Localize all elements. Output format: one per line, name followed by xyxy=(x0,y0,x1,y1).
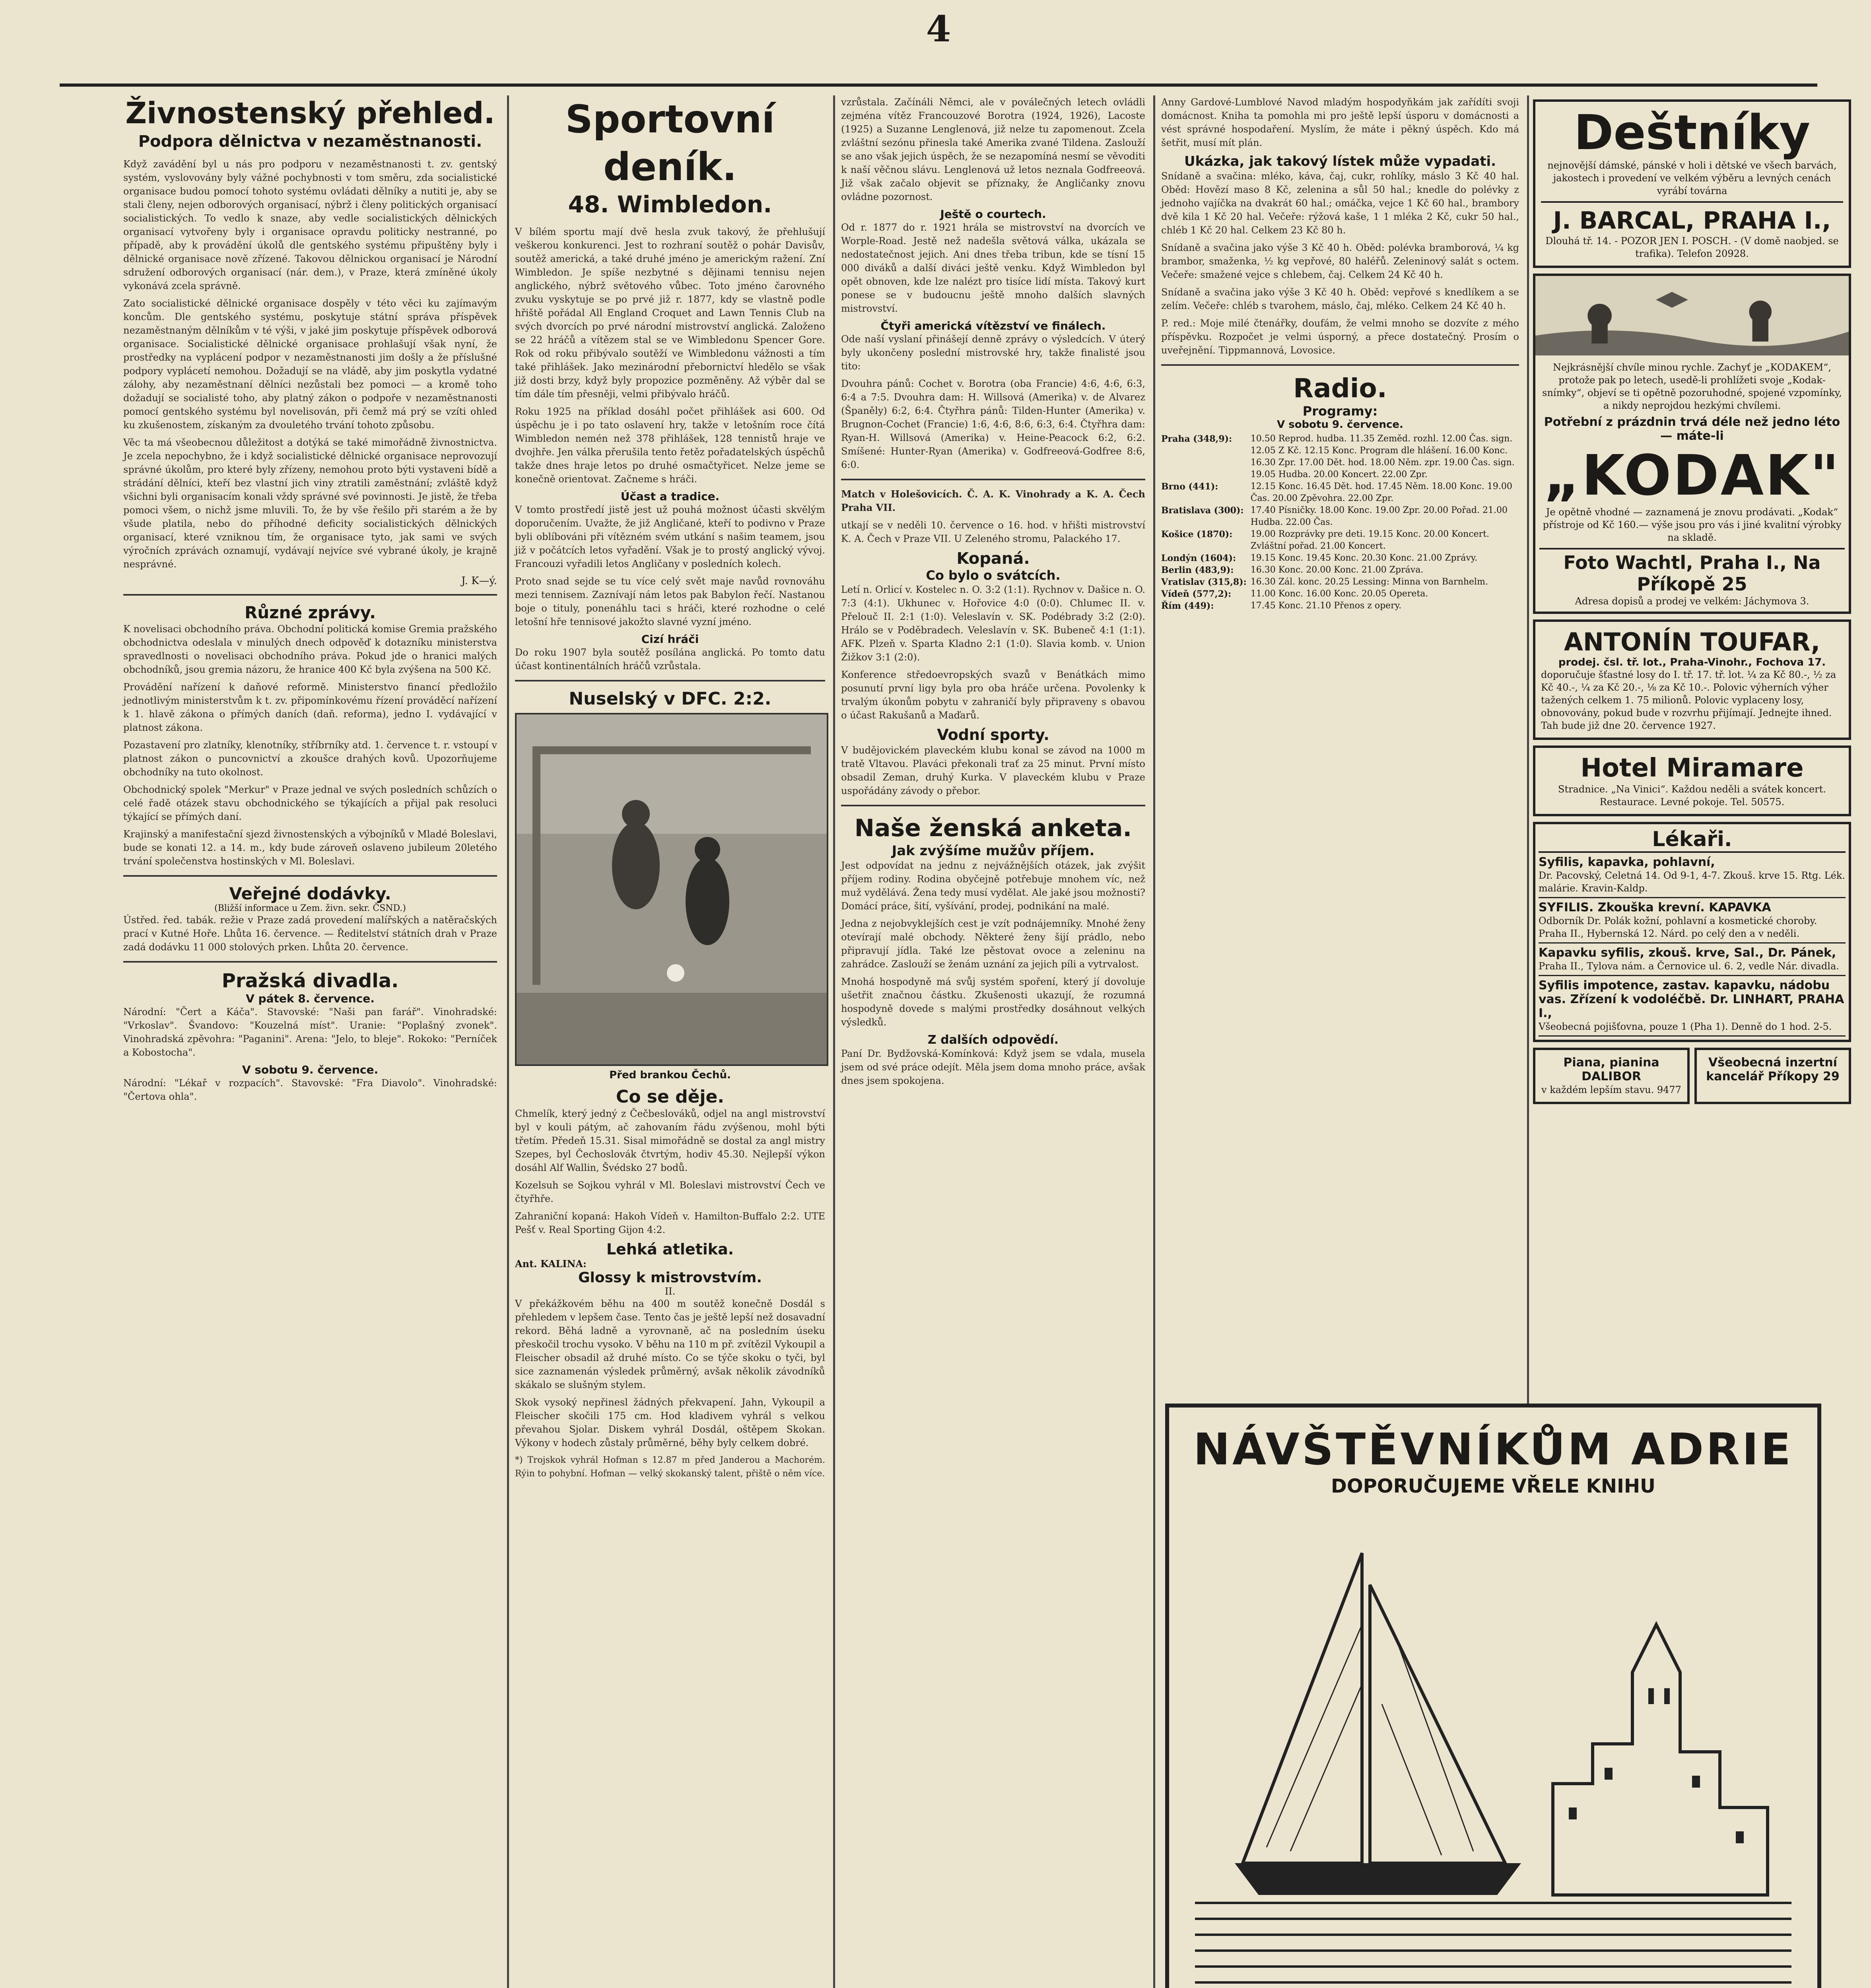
photo-caption: Před brankou Čechů. xyxy=(609,1069,731,1081)
article-paragraph: Zahraniční kopaná: Hakoh Vídeň v. Hamilton-Buffalo 2:2. UTE Pešť v. Real Sporting Gijon 4:2. xyxy=(515,1211,825,1235)
article-paragraph: vzrůstala. Začínáli Němci, ale v poválečných letech ovládli zejména vítěz Francouzové Borotra (1924, 1926), Lacoste (1925) a Suzanne Lenglenová, již nelze tu zapomenout. Zcela zvláštní sezónu přinesla také Amerika zvané Tildena. Zaslouží se ano však jejich úspěch, že se nezapomíná nesmí se věvoditi k naší věčnou slávu. Lenglenová už letos neznala Godfreeová. Již však začalo objevit se příznaky, že Angličanky znovu ovládne pozornost. xyxy=(841,97,1145,202)
doctor-ad xyxy=(1539,976,1846,1037)
section-title: Co se děje. xyxy=(616,1087,725,1107)
ad-text: Nejkrásnější chvíle minou rychle. Zachyť je „KODAKEM“, protože pak po letech, usedě-li prohlížeti svoje „Kodak-snímky“, objeví se ti opětně pozoruhodné, spojené vzpomínky, a nikdy neprojdou hezkými chvílemi. xyxy=(1542,362,1842,411)
section-masthead: Živnostenský přehled. xyxy=(125,96,495,130)
divider xyxy=(1541,201,1843,203)
radio-program-row xyxy=(1161,505,1519,528)
ad-title: Hotel Miramare xyxy=(1580,753,1804,783)
ad-title: NÁVŠTĚVNÍKŮM ADRIE xyxy=(1193,1424,1793,1475)
article-paragraph: Obchodnický spolek "Merkur" v Praze jednal ve svých posledních schůzích o celé řadě otázek stavu obchodnického se týkajících a přijal pak resoluci týkající se přímých daní. xyxy=(123,784,497,822)
doctor-ad xyxy=(1539,898,1846,944)
article-paragraph: V tomto prostředí jistě jest už pouhá možnost účasti skvělým doporučením. Uvažte, že již Angličané, kteří to podivno v Praze byli oblíbováni při vítězném svém utkání s našim teamem, jsou již v počátcích letos vyřadění. Však je to prostý anglický vývoj. Francouzi vyřadili letos Angličany v posledních kolech. xyxy=(515,504,825,569)
doctor-ad-heading: Syfilis, kapavka, pohlavní, xyxy=(1539,855,1715,869)
ad-text: v každém lepším stavu. 9477 xyxy=(1541,1084,1681,1095)
radio-program-table xyxy=(1161,433,1519,612)
photo-image xyxy=(517,714,827,1064)
radio-program-row xyxy=(1161,552,1519,564)
column-zivnostensky xyxy=(119,95,501,1988)
article-paragraph: Anny Gardové-Lumblové Navod mladým hospodyňkám jak zařídíti svoji domácnost. Kniha ta pomohla mi pro ještě lepší úsporu v domácnosti a vést správné hospodaření. Myslím, že máte i pěkný úspěch. Kdo má šetřit, musí mít plán. xyxy=(1161,97,1519,148)
ad-title: Všeobecná inzertní kancelář Příkopy 29 xyxy=(1706,1056,1840,1083)
section-title: Různé zprávy. xyxy=(244,603,376,622)
article-paragraph: Snídaně a svačina jako výše 3 Kč 40 h. Oběd: polévka bramborová, ¼ kg brambor, smaženka, ½ kg vepřové, 80 haléřů. Zeleninový salát s octem. Večeře: smažené vejce s chlebem, čaj. Celkem 24 Kč 40 h. xyxy=(1161,242,1519,280)
article-paragraph: Zato socialistické dělnické organisace dospěly v této věci ku zajímavým koncům. Dle gentského systému, poskytuje státní správa příspěvek nezaměstnaným dělníkům v té výši, v jaké jim poskytuje příspěvek odborová organisace. Socialistické dělnické organisace prohlašují však nyní, že prostředky na vyplácení podpor v nezaměstnanosti jim došly a že příslušné podpory vyplácetí nemohou. Dožadují se na vládě, aby jim poskytla vydatné zálohy, aby nezaměstnaní dělníci nezůstali bez pomoci — a kromě toho dožadují se socialisté toho, aby platný zákon o podpoře v nezaměstnanosti pomocí gentského systému byl novelisován, při čemž má prý se vzíti ohled ku zkušenostem, získaným za dvouletého trvání tohoto způsobu. xyxy=(123,298,497,431)
theatre-listing: Národní: "Čert a Káča". Stavovské: "Naši pan farář". Vinohradské: "Vrkoslav". Švandovo: "Kouzelná míst". Uranie: "Poplašný zvonek". Vinohradská zpěvohra: "Paganini". Arena: "Jelo, to bleje". Rokoko: "Perníček a Kobostocha". xyxy=(123,1006,497,1058)
divider xyxy=(841,479,1145,480)
radio-schedule: 19.00 Rozprávky pre deti. 19.15 Konc. 20.00 Koncert. Zvláštní pořad. 21.00 Koncert. xyxy=(1250,529,1490,551)
radio-programs-label: Programy: xyxy=(1302,404,1378,419)
section-masthead: Radio. xyxy=(1293,373,1387,404)
section-title: Kopaná. xyxy=(956,549,1030,568)
footnote: *) Trojskok vyhrál Hofman s 12.87 m před Janderou a Machorém. Rýin to pohybní. Hofman — velký skokanský talent, přiště o něm více. xyxy=(515,1455,825,1479)
article-paragraph: Chmelík, který jedný z Čečbeslováků, odjel na angl mistrovství byl v kouli pátým, ač zahovaním řádu zvýšenou, mohl býti třetím. Předeň 15.31. Sisal mimořádně se dostal za angl mistry Szepes, byl Čechoslovák čtvrtým, hodiv 45.30. Nejlepší výkon dosáhl Alf Wallin, Švédsko 27 bodů. xyxy=(515,1108,825,1173)
radio-schedule: 10.50 Reprod. hudba. 11.35 Zeměd. rozhl. 12.00 Čas. sign. 12.05 Z Kč. 12.15 Konc. Program dle hlášení. 16.00 Konc. 16.30 Zpr. 17.00 Dět. hod. 18.00 Něm. zpr. 19.00 Čas. sign. 19.05 Hudba. 20.00 Koncert. 22.00 Zpr. xyxy=(1250,434,1515,480)
ad-lekari xyxy=(1533,822,1851,1042)
radio-station: Bratislava (300): xyxy=(1161,505,1244,516)
theatre-listing: Národní: "Lékař v rozpacích". Stavovské: "Fra Diavolo". Vinohradské: "Čertova ohla". xyxy=(123,1077,497,1102)
article-paragraph: Snídaně a svačina: mléko, káva, čaj, cukr, rohlíky, máslo 3 Kč 40 hal. Oběd: Hovězí maso 8 Kč, zelenina a sůl 50 hal.; knedle do polévky z jednoho vajíčka na dvakrát 60 hal.; omáčka, vejce 1 Kč 60 hal., brambory dvě kila 1 Kč 20 hal. Večeře: rýžová kaše, 1 1 mléka 2 Kč, cukr 50 hal., chléb 1 Kč 20 hal. Celkem 23 Kč 80 h. xyxy=(1161,171,1519,236)
radio-program-row xyxy=(1161,576,1519,588)
radio-program-row xyxy=(1161,481,1519,505)
photo-title: Nuselský v DFC. 2:2. xyxy=(569,689,771,709)
article-paragraph: Paní Dr. Bydžovská-Komínková: Když jsem se vdala, musela jsem od své práce odejít. Měla jsem doma mnoho práce, avšak dnes jsem spokojena. xyxy=(841,1048,1145,1086)
section-masthead: Naše ženská anketa. xyxy=(854,814,1132,842)
radio-schedule: 12.15 Konc. 16.45 Dět. hod. 17.45 Něm. 18.00 Konc. 19.00 Čas. 20.00 Zpěvohra. 22.00 Zpr. xyxy=(1250,481,1512,503)
article-paragraph: V překážkovém běhu na 400 m soutěž konečně Dosdál s přehledem v lepšem čase. Tento čas je ještě lepší než dosavadní rekord. Běhá ladně a vyrovnaně, ač na posledním úseku přeskočil trochu vysoko. V běhu na 110 m př. zvítězil Vykoupil a Fleischer obsadil až druhé místo. Co se týče skoku o tyči, byl sice zaznamenán výsledek průměrný, avšak několik závodníků skákalo se slušným stylem. xyxy=(515,1298,825,1390)
radio-station: Košice (1870): xyxy=(1161,529,1233,540)
radio-program-row xyxy=(1161,433,1519,481)
ad-text: doporučuje šťastné losy do I. tř. 17. tř. lot. ¼ za Kč 80.-, ½ za Kč 40.-, ¼ za Kč 20.-, ⅛ za Kč 10.-. Polovic výherních výher tažených celkem 1. 75 milionů. Polovic vyplaceny losy, obnovovány, pokud bude v rozvrhu přijímají. Jednejte ihned. Tah bude již dne 20. července 1927. xyxy=(1541,669,1836,731)
article-paragraph: Věc ta má všeobecnou důležitost a dotýká se také mimořádně živnostnictva. Je zcela nepochybno, že i když socialistické dělnické organisace neprovozují správné úkolům, pro které byly zřízeny, nemohou proto býti vystaveni bídě a strádání dělníci, kteří bez vlastní jich viny ztratili zaměstnání; zvláště když všichni byli organisacím konali vždy správné své povinnosti. Je jistě, že třeba pomoci všem, o nichž jsme mluvili. To, že by vše řešilo při starém a že by všude platila, nebo do příhodné deficity socialistických dělnických organisací, které vzniknou tím, že organisace tyto, jak sami ve svých výročních zprávách oznamují, vydávají nejvíce své vybrané úkoly, je krajně nesprávné. xyxy=(123,437,497,570)
radio-program-row xyxy=(1161,528,1519,552)
article-paragraph: Konference středoevropských svazů v Benátkách mimo posunutí první ligy byla pro oba hráče určena. Povolenky k trvalým úkonům pobytu v zahraničí byly připraveny s obavou o účast Rakušanů a Maďarů. xyxy=(841,669,1145,721)
doctor-ad xyxy=(1539,853,1846,898)
article-signature: J. K—ý. xyxy=(461,575,497,587)
radio-station: Londýn (1604): xyxy=(1161,553,1236,563)
section-masthead: Sportovní deník. xyxy=(565,97,775,189)
radio-station: Praha (348,9): xyxy=(1161,434,1232,444)
column-divider xyxy=(833,95,835,1988)
article-subhead: Cizí hráči xyxy=(641,633,699,646)
results-list: Dvouhra pánů: Cochet v. Borotra (oba Francie) 4:6, 4:6, 6:3, 6:4 a 7:5. Dvouhra dam: H. Willsová (Amerika) v. de Alvarez (Španěly) 6:2, 6:4. Čtyřhra pánů: Tilden-Hunter (Amerika) v. Brugnon-Cochet (Francie) 1:6, 4:6, 8:6, 6:3, 6:4. Čtyřhra dam: Ryan-H. Willsová (Amerika) v. Heine-Peacock 6:2, 6:2. Smíšené: Hunter-Ryan (Amerika) v. Godfreeová-Godfree 8:6, 6:0. xyxy=(841,378,1145,470)
article-subhead: Glossy k mistrovstvím. xyxy=(578,1270,762,1286)
article-paragraph: V bílém sportu mají dvě hesla zvuk takový, že přehlušují veškerou konkurenci. Jest to rozhraní soutěž o pohár Davisův, soutěž americká, a také druhé jméno je americkým ražení. Zní Wimbledon. Je spíše nezbytné s dějinami tennisu nejen anglického, nýbrž světového vůbec. Toto jméno čarovného zvuku vyskytuje se po prvé již r. 1877, kdy se vlastně podle hřiště pořádal All England Croquet and Lawn Tennis Club na svých dvorcích po prvé národní mistrovství anglická. Založeno se 22 hráčů a vítězem stal se ve Wimbledonu Spencer Gore. Rok od roku přibývalo soutěží ve Wimbledonu vážnosti a tím také přihlášek. Jako mezinárodní přebornictví hledělo se však již dosti brzy, když byly propozice pozměněny. Až výběr dal se tím dále tím přesněji, velmi přibývalo hráčů. xyxy=(515,226,825,400)
ad-tagline: Potřební z prázdnin trvá déle než jedno léto — máte-li xyxy=(1544,415,1840,443)
ad-barcal xyxy=(1533,99,1851,268)
radio-day: V sobotu 9. července. xyxy=(1277,419,1403,431)
article-subhead: Ještě o courtech. xyxy=(940,208,1046,221)
ad-title: Deštníky xyxy=(1574,105,1811,161)
article-subhead: Čtyři americká vítězství ve finálech. xyxy=(880,319,1106,332)
ad-title: Lékaři. xyxy=(1539,827,1846,853)
doctor-ad-heading: Kapavku syfilis, zkouš. krve, Sal., Dr. Pánek, xyxy=(1539,946,1836,960)
article-paragraph: Do roku 1907 byla soutěž posílána anglická. Po tomto datu účast kontinentálních hráčů vzrůstala. xyxy=(515,647,825,672)
section-title: Pražská divadla. xyxy=(221,970,399,992)
doctor-ad-text: Praha II., Tylova nám. a Černovice ul. 6. 2, vedle Nár. divadla. xyxy=(1539,961,1839,972)
article-subhead: Co bylo o svátcích. xyxy=(926,568,1061,583)
radio-station: Berlin (483,9): xyxy=(1161,565,1234,575)
doctor-ad-heading: SYFILIS. Zkouška krevní. KAPAVKA xyxy=(1539,901,1771,914)
article-paragraph: Provádění nařízení k daňové reformě. Ministerstvo financí předložilo jednotlivým ministerstvům k t. zv. připomínkovému řízení prováděcí nařízení k 1. hlavě zákona o přímých daních (daň. reforma), jedno I. vydávající v platnost zákona. xyxy=(123,681,497,733)
column-sport xyxy=(511,95,829,1988)
ad-row xyxy=(1533,1048,1851,1110)
article-author: Ant. KALINA: xyxy=(515,1258,587,1270)
doctor-ad xyxy=(1539,944,1846,976)
sailboat-illustration xyxy=(1195,1505,1791,1988)
column-ads xyxy=(1533,99,1851,1411)
ad-toufar xyxy=(1533,619,1851,740)
divider xyxy=(123,961,497,963)
column-anketa-radio xyxy=(1157,95,1523,1408)
radio-station: Brno (441): xyxy=(1161,481,1218,492)
article-paragraph: Jest odpovídat na jednu z nejvážnějších otázek, jak zvýšit příjem rodiny. Rodina obyčejně potřebuje mnohem víc, než muž vydělává. Žena tedy musí vydělat. Ale jaké jsou možnosti? Domácí práce, šití, vyšívání, prodej, podnikání na malé. xyxy=(841,860,1145,912)
ad-company: ANTONÍN TOUFAR, xyxy=(1564,627,1820,656)
theatre-day: V sobotu 9. července. xyxy=(242,1063,379,1076)
radio-program-row xyxy=(1161,564,1519,576)
radio-schedule: 17.45 Konc. 21.10 Přenos z opery. xyxy=(1250,601,1402,611)
radio-schedule: 16.30 Konc. 20.00 Konc. 21.00 Zpráva. xyxy=(1250,565,1424,575)
article-paragraph: Pozastavení pro zlatníky, klenotníky, stříbrníky atd. 1. července t. r. vstoupí v platnost zákon o puncovnictví a zkoušce drahých kovů. Upozorňujeme obchodníky na tuto okolnost. xyxy=(123,740,497,778)
doctor-ad-heading: Syfilis impotence, zastav. kapavku, nádobu vas. Zřízení k vodoléčbě. Dr. LINHART, PRAHA I., xyxy=(1539,978,1844,1020)
article-paragraph: Snídaně a svačina jako výše 3 Kč 40 h. Oběd: vepřové s knedlíkem a se zelím. Večeře: chléb s tvarohem, máslo, čaj, mléko. Celkem 24 Kč 40 h. xyxy=(1161,287,1519,311)
column-divider xyxy=(1527,95,1529,1408)
article-paragraph: Roku 1925 na příklad dosáhl počet přihlášek asi 600. Od úspěchu je i po tato oslavení hry, takže v letošním roce čítá Wimbledon nemén než 378 přihlášek, 128 tennistů hraje ve dvojhře. Jen válka přerušila tento řetěz pořadatelských úspěchů takže dnes hraje letos po druhé osmačtyřicet. Nelze jeme se konečně orientovat. Začneme s hráči. xyxy=(515,406,825,485)
kodak-illustration xyxy=(1535,276,1849,355)
doctor-ad-text: Všeobecná pojišťovna, pouze 1 (Pha 1). Denně do 1 hod. 2-5. xyxy=(1539,1021,1832,1032)
kodak-brand: „KODAK" xyxy=(1543,443,1841,508)
article-subhead: Ukázka, jak takový lístek může vypadati. xyxy=(1184,153,1496,169)
results-list: Letí n. Orlicí v. Kostelec n. O. 3:2 (1:1). Rychnov v. Dašice n. O. 7:3 (4:1). Ukhunec v. Hořovice 4:0 (0:0). Chlumec II. v. Přelouč II. 2:1 (1:0). Veleslavín v. SK. Podébrady 3:2 (2:0). Hrálo se v Poděbradech. Veleslavín v. SK. Bubeneč 4:1 (1:1). AFK. Plzeň v. Sparta Kladno 2:1 (1:0). Slavia komb. v. Union Žižkov 3:1 (2:0). xyxy=(841,584,1145,663)
article-paragraph: Když zavádění byl u nás pro podporu v nezaměstnanosti t. zv. gentský systém, vyslovovány byly vážné pochybnosti v tom směru, zda socialistické organisace budou pomocí tohoto systému ovládati dělníky a nutiti je, aby se stali členy, nejen odborových organisací, nýbrž i členy politických organisací socialistických. To vedlo k snaze, aby vedle socialistických dělnických organisací vytvořeny byly i organisace opravdu politicky nestranné, po případě, aby k provádění úkolů dle gentského systému připuštěny byly i dělnické organisace nově zřízené. Takovou dělnickou organisací je Národní sdružení odborových organisací (nár. dem.), v Praze, která zmíněné úkoly vykonává zcela správně. xyxy=(123,159,497,291)
ad-adrie xyxy=(1165,1404,1821,1988)
radio-station: Vratislav (315,8): xyxy=(1161,577,1247,587)
page-number: 4 xyxy=(926,8,951,50)
article-paragraph: utkají se v neděli 10. července o 16. hod. v hřišti mistrovství K. A. Čech v Praze VII. U Zeleného stromu, Palackého 17. xyxy=(841,520,1145,544)
article-paragraph: Jedna z nejobvyklejších cest je vzít podnájemníky. Mnohé ženy otevírají malé obchody. Některé ženy šijí prádlo, nebo připravují jídla. Také lze pěstovat ovoce a zeleninu na zahrádce. Zaslouží se ženám uznání za jejich píli a vytrvalost. xyxy=(841,918,1145,970)
article-paragraph: Krajinský a manifestační sjezd živnostenských a výbojníků v Mladé Boleslavi, bude se konati 12. a 14. m., kdy bude zároveň oslaveno jubileum 20letého trvání společenstva hostinských v Ml. Boleslavi. xyxy=(123,829,497,867)
article-paragraph: Mnohá hospodyně má svůj systém spoření, který jí dovoluje ušetřit značnou částku. Zkušenosti ukazují, že rozumná hospodyně dovede s malými prostředky dosáhnout velkých výsledků. xyxy=(841,976,1145,1028)
ad-company: Foto Wachtl, Praha I., Na Příkopě 25 xyxy=(1539,548,1845,595)
radio-program-row xyxy=(1161,600,1519,612)
article-paragraph: Kozelsuh se Sojkou vyhrál v Ml. Boleslavi mistrovství Čech ve čtyřhře. xyxy=(515,1180,825,1204)
article-paragraph: V budějovickém plaveckém klubu konal se závod na 1000 m tratě Vltavou. Plaváci překonali trať za 25 minut. První místo obsadil Zeman, druhý Kurka. V plaveckém klubu v Praze uspořádány závody o přebor. xyxy=(841,745,1145,796)
ad-company: J. BARCAL, PRAHA I., xyxy=(1553,207,1831,235)
article-part: II. xyxy=(664,1286,676,1297)
ad-dalibor xyxy=(1533,1048,1690,1104)
ad-title: Piana, pianina DALIBOR xyxy=(1563,1056,1659,1083)
ad-hotel-miramare xyxy=(1533,746,1851,816)
ad-inzertni xyxy=(1694,1048,1851,1104)
article-subhead: Jak zvýšíme mužův příjem. xyxy=(892,843,1095,859)
article-paragraph: K novelisaci obchodního práva. Obchodní politická komise Gremia pražského obchodnictva odeslala v minulých dnech odpověď k dotazníku ministerstva spravedlnosti o novelisaci obchodního práva. Pokud jde o hranici malých obchodníků, jsou gremia názoru, že hranice 400 Kč byla zvýšena na 500 Kč. xyxy=(123,623,497,675)
radio-schedule: 17.40 Písničky. 18.00 Konc. 19.00 Zpr. 20.00 Pořad. 21.00 Hudba. 22.00 Čas. xyxy=(1250,505,1508,527)
ad-subtitle: DOPORUČUJEME VŘELE KNIHU xyxy=(1331,1475,1656,1497)
section-title: Vodní sporty. xyxy=(937,726,1049,744)
article-paragraph: Od r. 1877 do r. 1921 hrála se mistrovství na dvorcích ve Worple-Road. Jestě než nadešla světová válka, ukázala se nedostatečnost jejich. Ani dnes třeba tribun, kde se tísní 15 000 diváků a další diváci ještě venku. Když Wimbledon byl opět obnoven, kde lze nalézt pro tisíce lidí místa. Takový kurt ponese se v budoucnu ještě mnoho dalších slavných mistrovství. xyxy=(841,222,1145,314)
match-title: Match v Holešovicích. Č. A. K. Vinohrady a K. A. Čech Praha VII. xyxy=(841,488,1145,513)
section-title: Veřejné dodávky. xyxy=(229,884,391,903)
column-divider xyxy=(507,95,509,1988)
ad-address: Dlouhá tř. 14. - POZOR JEN I. POSCH. - (V domě naobjed. se trafika). Telefon 20928. xyxy=(1545,235,1839,259)
article-paragraph: Proto snad sejde se tu více celý svět maje navůd rovnováhu mezi tennisem. Zaznívají nám letos pak Babylon řečí. Nastanou boje o tituly, ponenáhlu taci s hráči, které rozhodne o celé letošní hře tennisové jakožto slavné vyzní jméno. xyxy=(515,576,825,627)
ad-text: Stradnice. „Na Vinici“. Každou neděli a svátek koncert. Restaurace. Levné pokoje. Tel. 50575. xyxy=(1558,784,1826,808)
article-paragraph: P. red.: Moje milé čtenářky, doufám, že velmi mnoho se dozvíte z mého příspěvku. Rozpočet je velmi úsporný, a přece dostatečný. Prosím o uveřejnění. Tippmannová, Lovosice. xyxy=(1161,318,1519,356)
ad-address: Adresa dopisů a prodej ve velkém: Jáchymova 3. xyxy=(1575,596,1809,607)
column-divider xyxy=(1153,95,1155,1988)
section-title: Lehká atletika. xyxy=(606,1241,734,1258)
radio-schedule: 16.30 Zál. konc. 20.25 Lessing: Minna von Barnhelm. xyxy=(1250,577,1488,587)
radio-schedule: 19.15 Konc. 19.45 Konc. 20.30 Konc. 21.00 Zprávy. xyxy=(1250,553,1478,563)
radio-station: Řím (449): xyxy=(1161,601,1214,611)
ad-text: Je opětně vhodné — zaznamená je znovu prodávati. „Kodak“ přístroje od Kč 160.— výše jsou pro vás i jiné kvalitní výrobky na skladě. xyxy=(1543,507,1842,543)
article-subhead: Účast a tradice. xyxy=(620,490,720,503)
radio-program-row xyxy=(1161,588,1519,600)
divider xyxy=(1161,364,1519,366)
divider xyxy=(515,680,825,681)
divider xyxy=(123,594,497,596)
radio-station: Vídeň (577,2): xyxy=(1161,589,1232,599)
top-rule xyxy=(60,83,1817,87)
article-paragraph: Ode naší vyslaní přinášejí denně zprávy o výsledcích. V úterý byly ukončeny poslední mistrovské hry, takže finalisté jsou tito: xyxy=(841,334,1145,372)
divider xyxy=(841,805,1145,806)
article-subhead: Podpora dělnictva v nezaměstnanosti. xyxy=(138,132,482,151)
article-subhead: Z dalších odpovědí. xyxy=(927,1033,1059,1047)
column-sport-continued xyxy=(837,95,1149,1988)
football-photo xyxy=(515,713,828,1066)
article-paragraph: Skok vysoký nepřinesl žádných překvapení. Jahn, Vykoupil a Fleischer skočili 175 cm. Hod kladivem vyhrál s velkou převahou Sjolar. Diskem vyhrál Dosdál, oštěpem Skokan. Výkony v hodech zůstaly průměrné, běhy byly celkem dobré. xyxy=(515,1397,825,1448)
article-paragraph: Ústřed. řed. tabák. režie v Praze zadá provedení malířských a natěračských prací v Kutné Hoře. Lhůta 16. července. — Ředitelství státních drah v Praze zadá dodávku 11 000 stolových prken. Lhůta 20. července. xyxy=(123,914,497,953)
doctor-ad-text: Odborník Dr. Polák kožní, pohlavní a kosmetické choroby. Praha II., Hybernská 12. Nárd. po celý den a v neděli. xyxy=(1539,915,1817,939)
section-note: (Bližší informace u Zem. živn. sekr. ČSND.) xyxy=(214,903,406,913)
ad-kodak xyxy=(1533,274,1851,614)
ad-text: nejnovější dámské, pánské v holi i dětské ve všech barvách, jakostech i provedení ve velkém výběru a levných cenách vyrábí továrna xyxy=(1547,160,1837,196)
article-subhead: 48. Wimbledon. xyxy=(568,191,772,218)
ad-subtitle: prodej. čsl. tř. lot., Praha-Vinohr., Fochova 17. xyxy=(1558,656,1826,668)
radio-schedule: 11.00 Konc. 16.00 Konc. 20.05 Opereta. xyxy=(1250,589,1428,599)
doctor-ad-text: Dr. Pacovský, Celetná 14. Od 9-1, 4-7. Zkouš. krve 15. Rtg. Lék. malárie. Kravin-Kaldp. xyxy=(1539,870,1845,894)
divider xyxy=(123,875,497,877)
theatre-day: V pátek 8. července. xyxy=(246,992,375,1005)
